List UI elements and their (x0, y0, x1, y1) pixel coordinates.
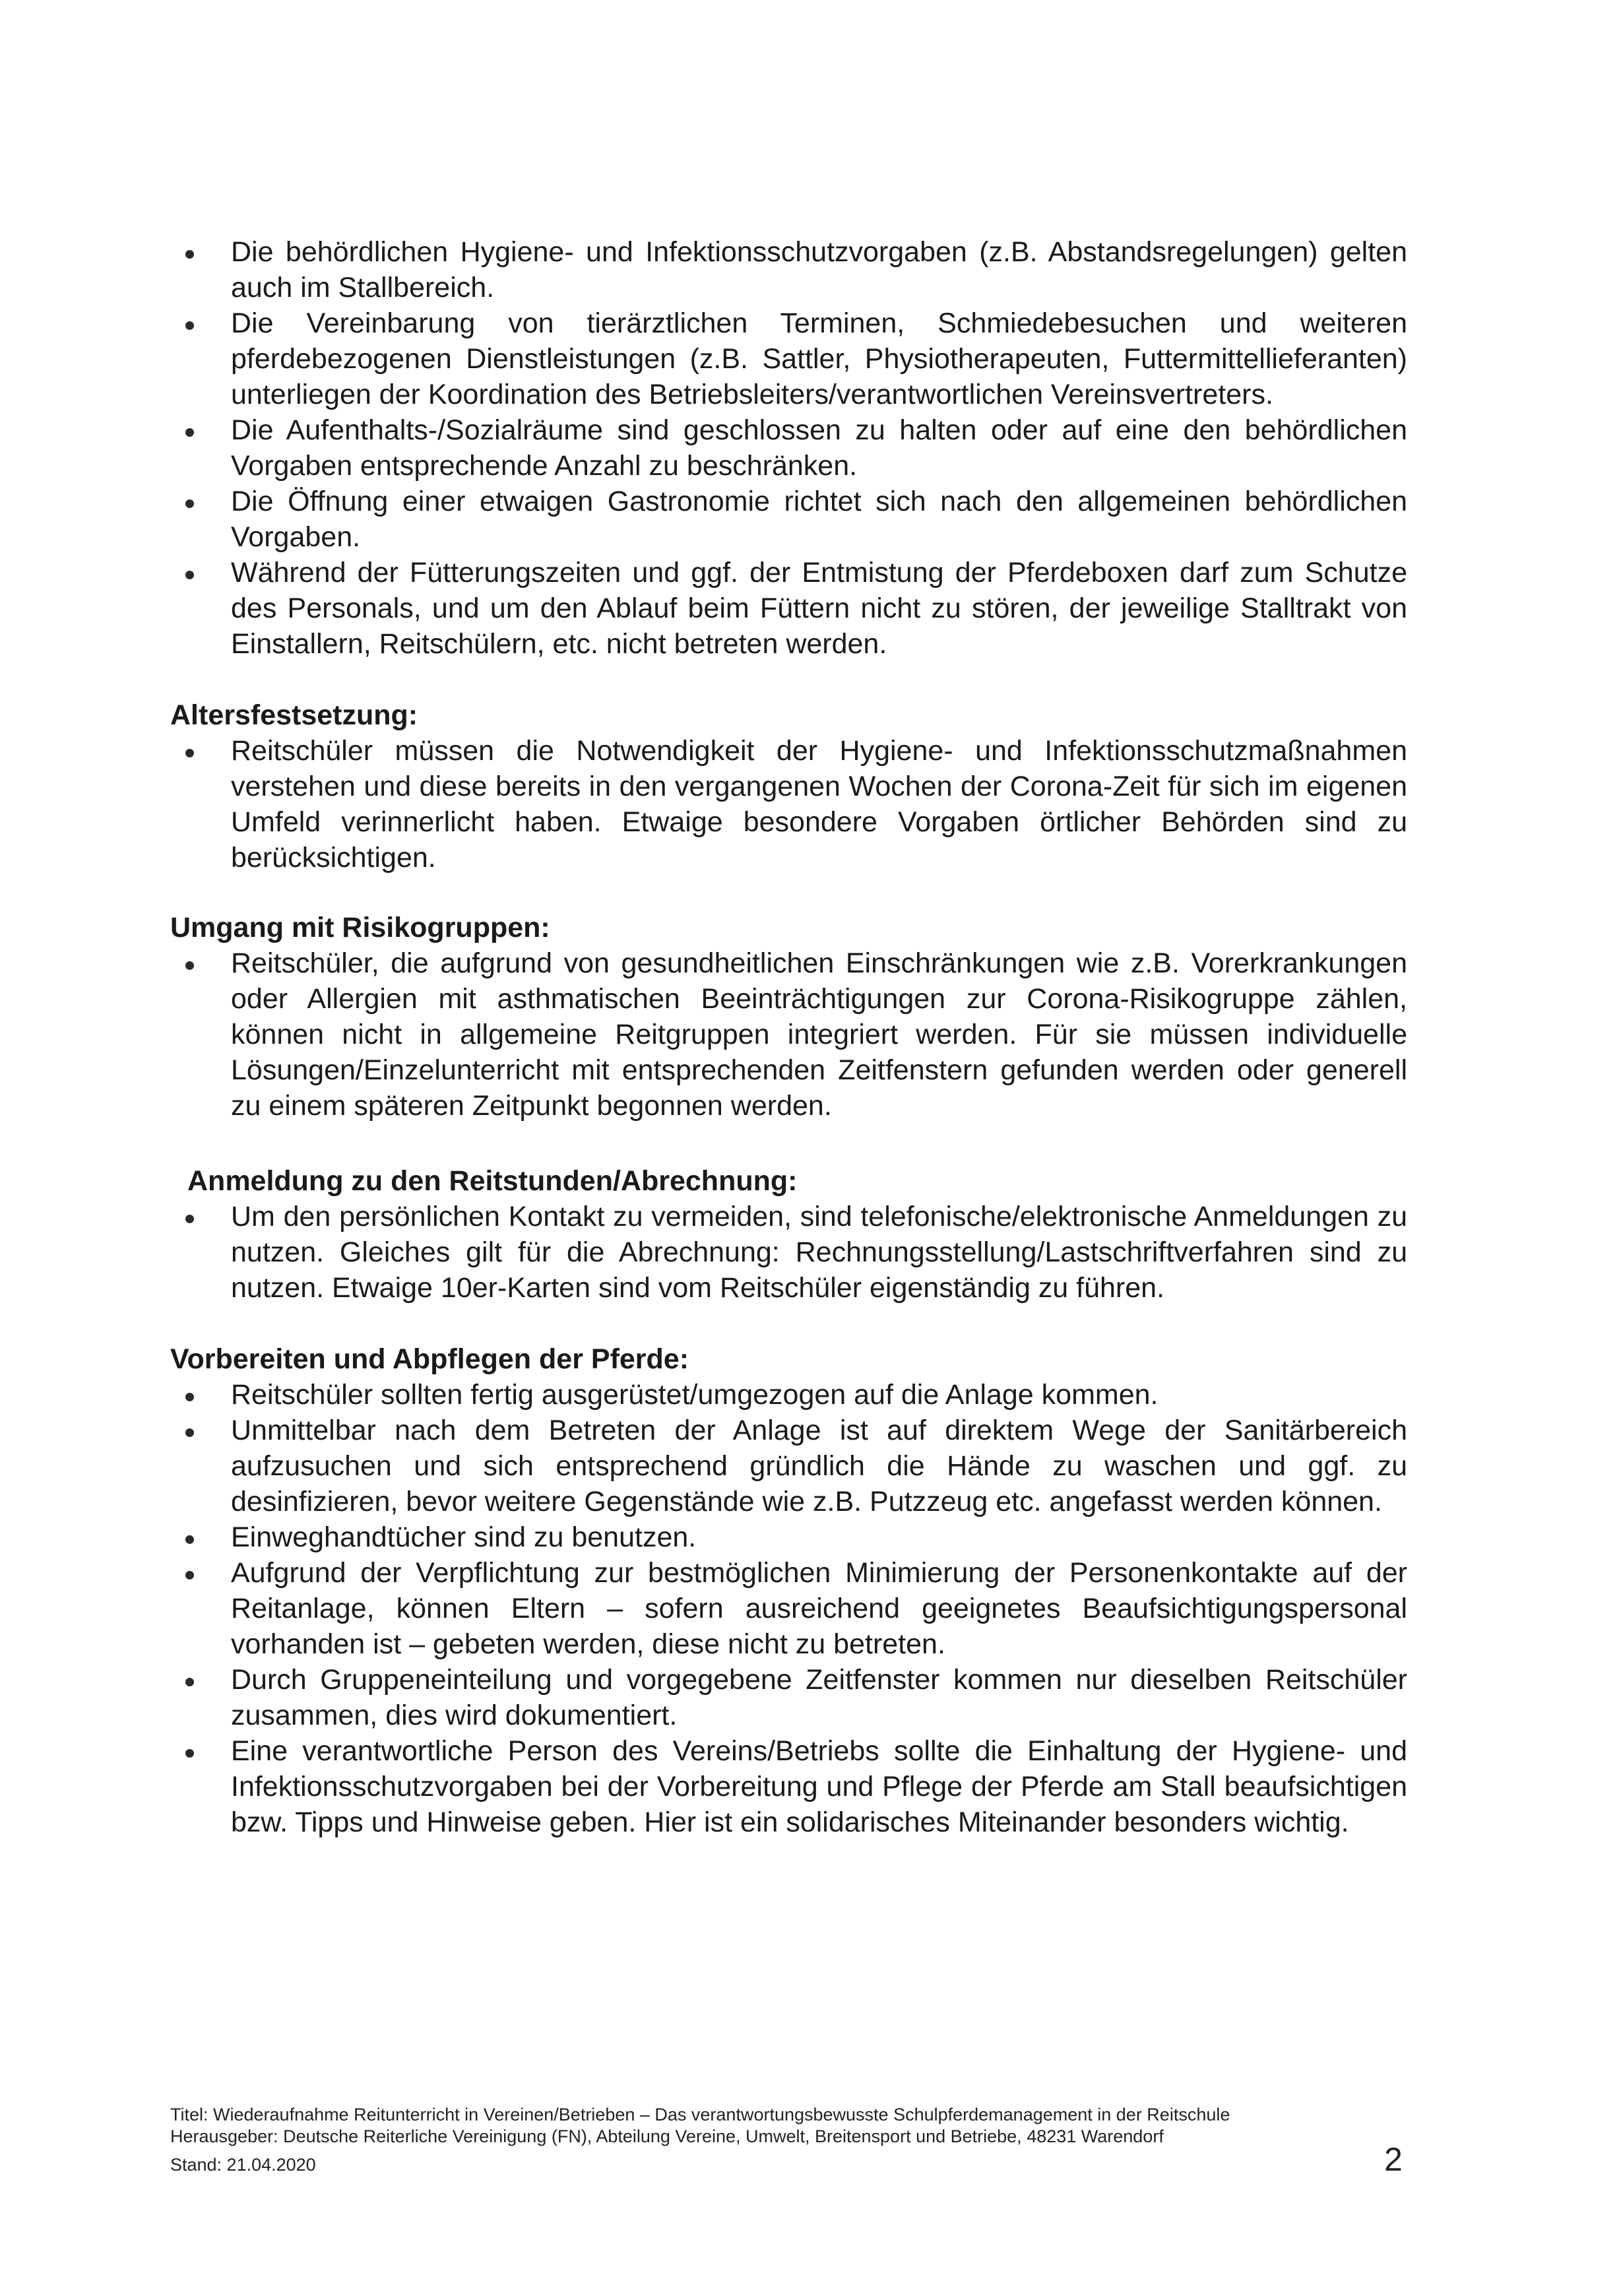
list-item: Einweghandtücher sind zu benutzen. (170, 1519, 1407, 1555)
section-bullet-list (170, 945, 1407, 1124)
list-item: Die Vereinbarung von tierärztlichen Terminen, Schmiedebesuchen und weiteren pferdebezogenen Dienstleistungen (z.B. Sattler, Physiotherapeuten, Futtermittellieferanten) unterliegen der Koordination des Betriebsleiters/verantwortlichen Vereinsvertreters. (170, 305, 1407, 412)
list-item: Durch Gruppeneinteilung und vorgegebene Zeitfenster kommen nur dieselben Reitschüler zusammen, dies wird dokumentiert. (170, 1662, 1407, 1733)
list-item: Die Aufenthalts-/Sozialräume sind geschlossen zu halten oder auf eine den behördlichen Vorgaben entsprechende Anzahl zu beschränken. (170, 412, 1407, 484)
section-heading: Umgang mit Risikogruppen: (170, 912, 550, 943)
list-item: Reitschüler, die aufgrund von gesundheitlichen Einschränkungen wie z.B. Vorerkrankungen oder Allergien mit asthmatischen Beeinträchtigungen zur Corona-Risikogruppe zählen, können nicht in allgemeine Reitgruppen integriert werden. Für sie müssen individuelle Lösungen/Einzelunterricht mit entsprechenden Zeitfenstern gefunden werden oder generell zu einem späteren Zeitpunkt begonnen werden. (170, 945, 1407, 1124)
section-altersfestsetzung (170, 697, 1407, 876)
section-heading: Anmeldung zu den Reitstunden/Abrechnung: (187, 1165, 798, 1197)
list-item: Die Öffnung einer etwaigen Gastronomie richtet sich nach den allgemeinen behördlichen Vorgaben. (170, 484, 1407, 555)
footer-publisher: Herausgeber: Deutsche Reiterliche Vereinigung (FN), Abteilung Vereine, Umwelt, Breitensport und Betriebe, 48231 Warendorf (170, 2126, 1164, 2146)
section-heading: Altersfestsetzung: (170, 699, 418, 731)
list-item: Um den persönlichen Kontakt zu vermeiden, sind telefonische/elektronische Anmeldungen zu nutzen. Gleiches gilt für die Abrechnung: Rechnungsstellung/Lastschriftverfahren sind zu nutzen. Etwaige 10er-Karten sind vom Reitschüler eigenständig zu führen. (170, 1199, 1407, 1306)
list-item: Eine verantwortliche Person des Vereins/Betriebs sollte die Einhaltung der Hygiene- und Infektionsschutzvorgaben bei der Vorbereitung und Pflege der Pferde am Stall beaufsichtigen bzw. Tipps und Hinweise geben. Hier ist ein solidarisches Miteinander besonders wichtig. (170, 1733, 1407, 1840)
section-risikogruppen (170, 910, 1407, 1124)
section-heading: Vorbereiten und Abpflegen der Pferde: (170, 1343, 689, 1375)
footer-title: Titel: Wiederaufnahme Reitunterricht in Vereinen/Betrieben – Das verantwortungsbewusste Schulpferdemanagement in der Reitschule (170, 2105, 1230, 2124)
section-vorbereiten (170, 1341, 1407, 1840)
list-item: Reitschüler sollten fertig ausgerüstet/umgezogen auf die Anlage kommen. (170, 1377, 1407, 1413)
page-body (170, 234, 1407, 1840)
list-item: Reitschüler müssen die Notwendigkeit der Hygiene- und Infektionsschutzmaßnahmen verstehen und diese bereits in den vergangenen Wochen der Corona-Zeit für sich im eigenen Umfeld verinnerlicht haben. Etwaige besondere Vorgaben örtlicher Behörden sind zu berücksichtigen. (170, 733, 1407, 876)
section-bullet-list (170, 1199, 1407, 1306)
list-item: Unmittelbar nach dem Betreten der Anlage ist auf direktem Wege der Sanitärbereich aufzusuchen und sich entsprechend gründlich die Hände zu waschen und ggf. zu desinfizieren, bevor weitere Gegenstände wie z.B. Putzzeug etc. angefasst werden können. (170, 1413, 1407, 1519)
page-number: 2 (1384, 2141, 1403, 2178)
list-item: Während der Fütterungszeiten und ggf. der Entmistung der Pferdeboxen darf zum Schutze des Personals, und um den Ablauf beim Füttern nicht zu stören, der jeweilige Stalltrakt von Einstallern, Reitschülern, etc. nicht betreten werden. (170, 555, 1407, 662)
intro-bullet-list (170, 234, 1407, 662)
list-item: Aufgrund der Verpflichtung zur bestmöglichen Minimierung der Personenkontakte auf der Reitanlage, können Eltern – sofern ausreichend geeignetes Beaufsichtigungspersonal vorhanden ist – gebeten werden, diese nicht zu betreten. (170, 1555, 1407, 1662)
footer-date: Stand: 21.04.2020 (170, 2155, 316, 2175)
list-item: Die behördlichen Hygiene- und Infektionsschutzvorgaben (z.B. Abstandsregelungen) gelten auch im Stallbereich. (170, 234, 1407, 305)
section-anmeldung (170, 1163, 1407, 1306)
section-bullet-list (170, 733, 1407, 876)
section-bullet-list (170, 1377, 1407, 1840)
